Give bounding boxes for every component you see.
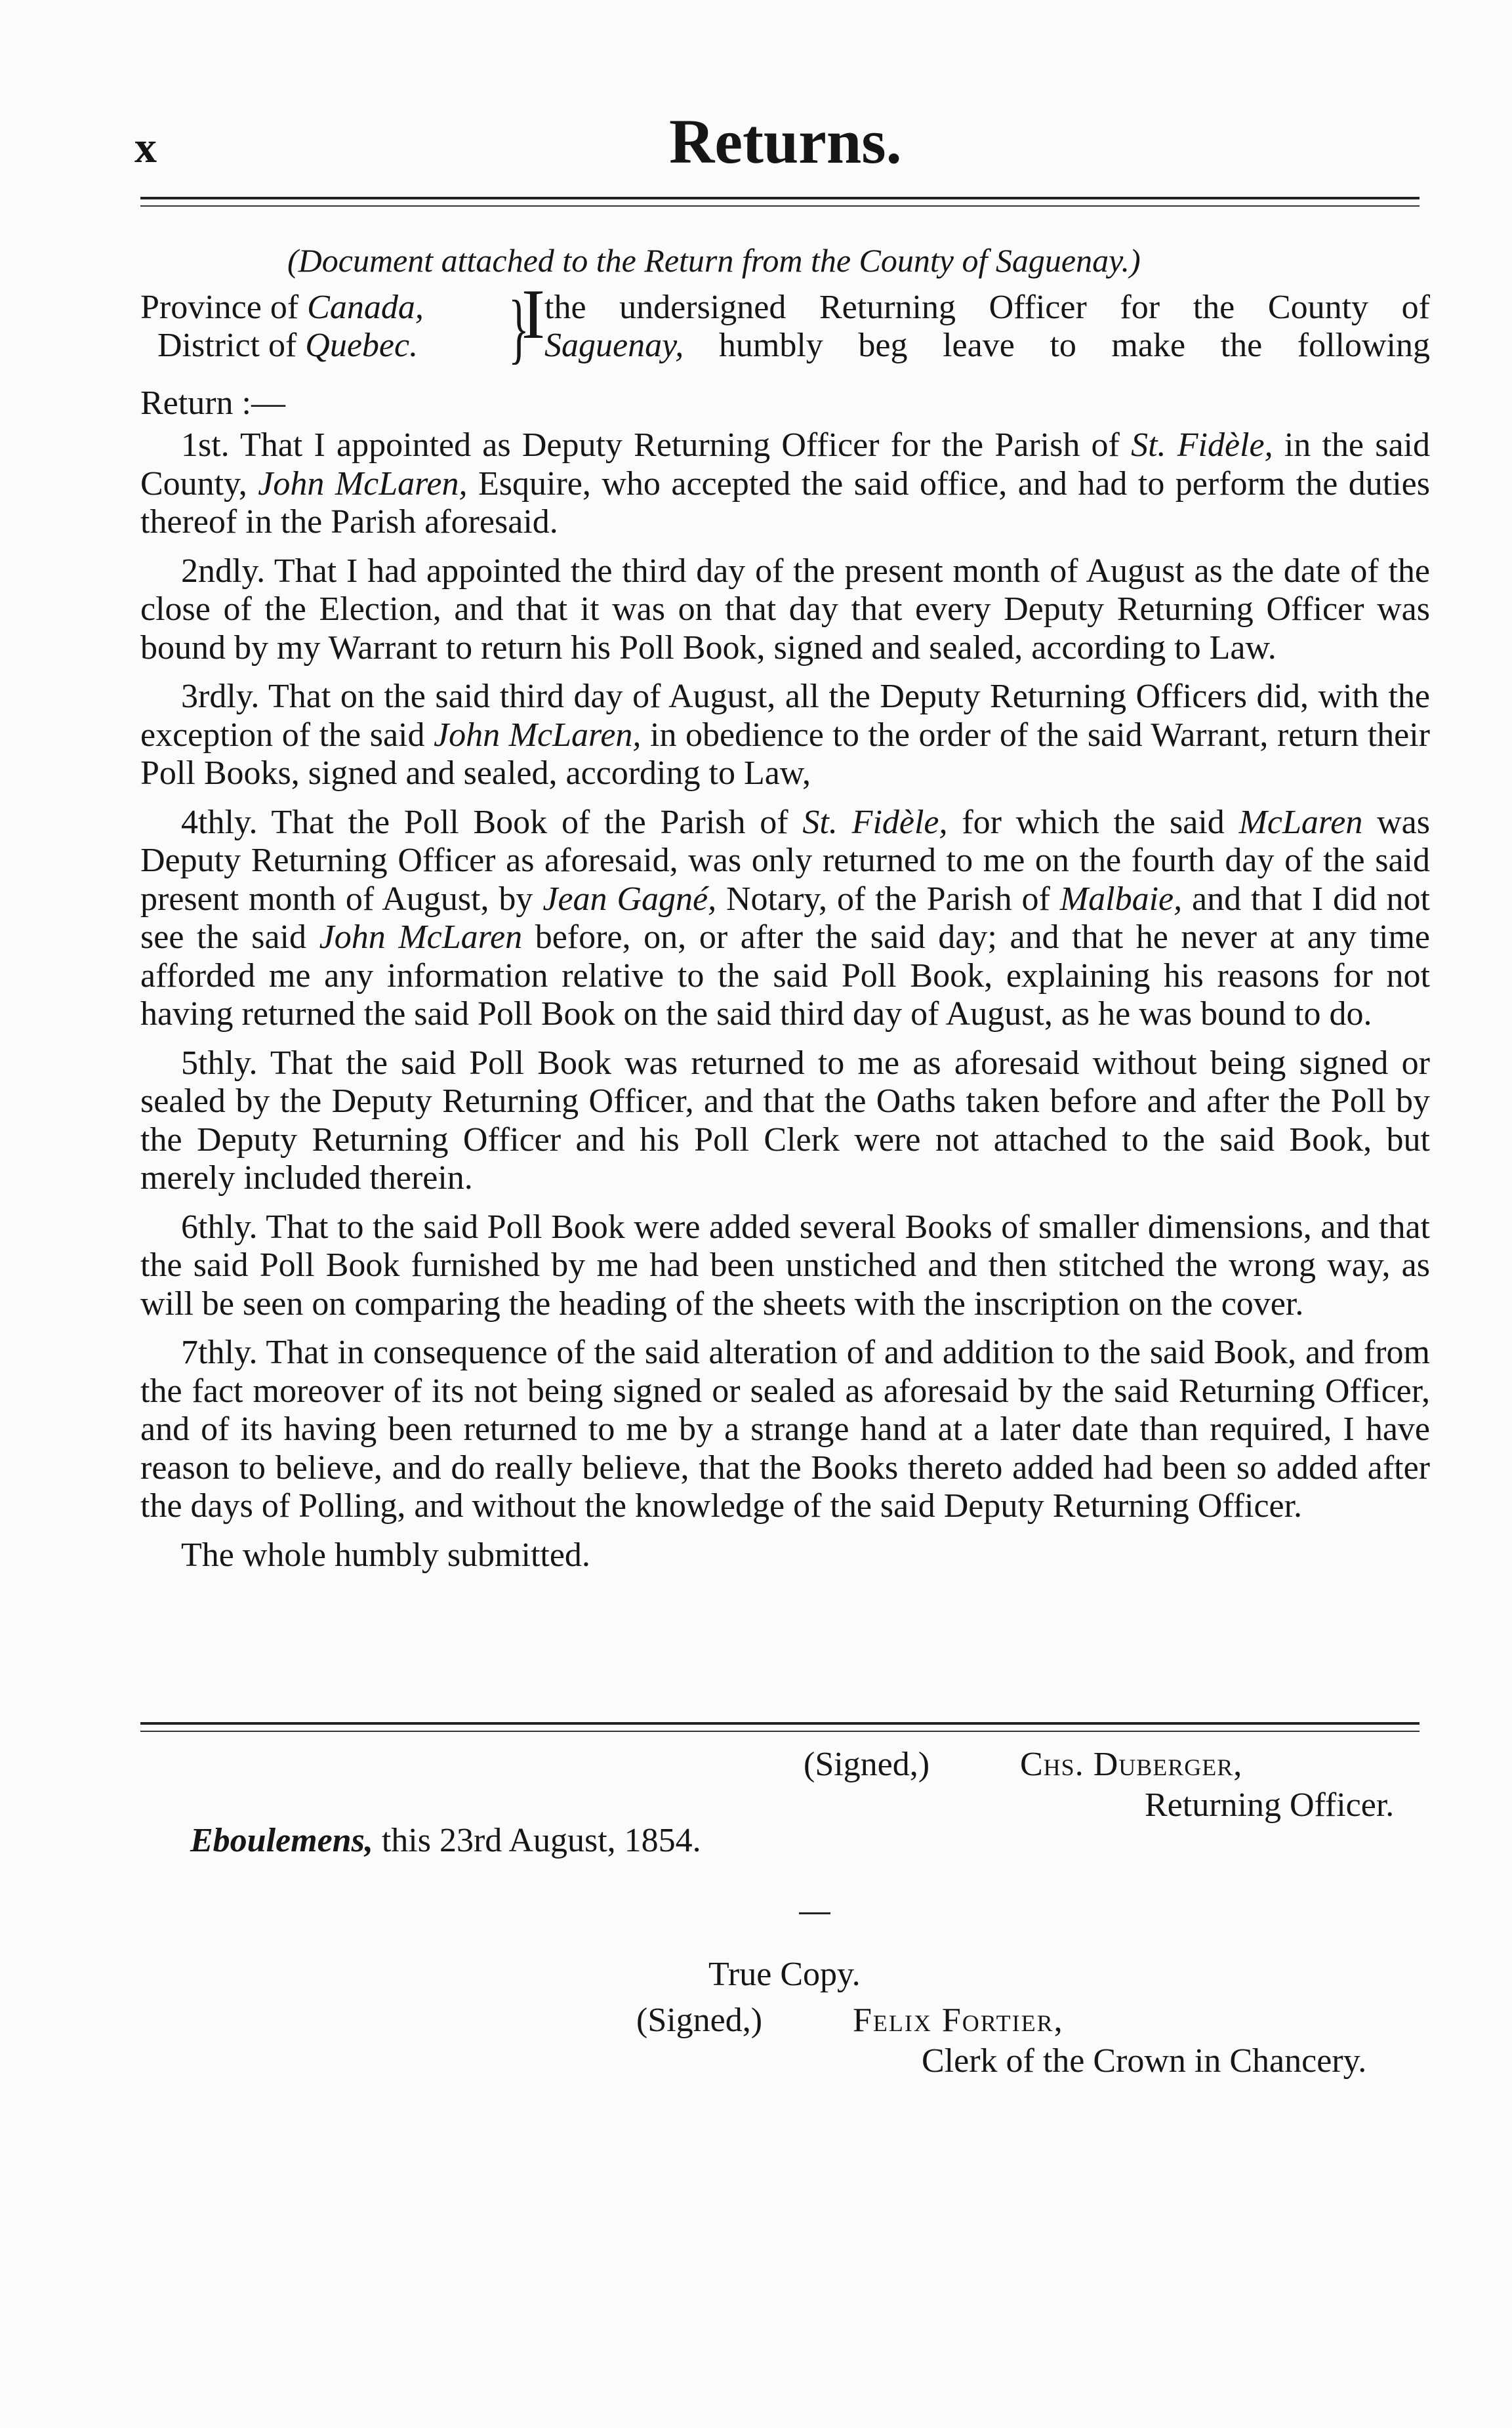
paragraph-1st — [140, 426, 1430, 542]
signed-label-1: (Signed,) — [804, 1746, 930, 1783]
text-run: 1st. That I appointed as Deputy Returning Officer for the Parish of — [181, 426, 1132, 464]
district-value: Quebec. — [305, 327, 419, 364]
italic-run: Jean Gagné, — [542, 880, 717, 918]
text-run: for which the said — [947, 803, 1239, 841]
paragraph-5thly: 5thly. That the said Poll Book was returned to me as aforesaid without being signed or sealed by the Deputy Returning Officer, and that the Oaths taken before and after the Poll by the Deputy Returning Officer and his Poll Clerk were not attached to the said Book, but merely included therein. — [140, 1044, 1430, 1197]
signed-label-2: (Signed,) — [636, 2002, 763, 2039]
italic-run: Malbaie, — [1059, 880, 1183, 918]
province-statement — [544, 289, 1430, 365]
county-name: Saguenay, — [544, 327, 684, 364]
province-block — [140, 289, 424, 365]
text-run: 3rdly. That on the said third day of August, all the Deputy Returning Officers did, with the exception of the said — [140, 678, 1430, 754]
province-value: Canada, — [307, 289, 424, 326]
signatory-role-2: Clerk of the Crown in Chancery. — [922, 2042, 1367, 2080]
province-brace: } — [508, 284, 529, 371]
place-name: Eboulemens, — [190, 1822, 373, 1859]
separator-dash — [799, 1912, 830, 1914]
italic-run: John McLaren, — [258, 464, 468, 503]
drop-initial: I — [521, 276, 545, 354]
text-run: Notary, of the Parish of — [716, 880, 1060, 918]
italic-run: St. Fidèle, — [1131, 426, 1273, 464]
statement-line-2-rest: humbly beg leave to make the following — [684, 327, 1430, 364]
district-label: District of — [157, 327, 306, 364]
text-run: Esquire, who accepted the said office, and had to perform the duties thereof in the Parish aforesaid. — [140, 464, 1430, 541]
text-run: in the said County, — [140, 426, 1430, 503]
statement-line-1: the undersigned Returning Officer for the County of — [544, 289, 1430, 326]
signatory-name-2: Felix Fortier, — [853, 2002, 1064, 2039]
text-run: and that I did not see the said — [140, 880, 1430, 956]
paragraph-2ndly: 2ndly. That I had appointed the third day of the present month of August as the date of the close of the Election, and that it was on that day that every Deputy Returning Officer was bound by my Warrant to return his Poll Book, signed and sealed, according to Law. — [140, 552, 1430, 667]
top-double-rule — [140, 197, 1420, 199]
page-number: x — [134, 122, 157, 172]
page-title: Returns. — [669, 106, 902, 176]
paragraph-6thly: 6thly. That to the said Poll Book were added several Books of smaller dimensions, and that the said Poll Book furnished by me had been unstiched and then stitched the wrong way, as will be seen on comparing the heading of the sheets with the inscription on the cover. — [140, 1208, 1430, 1323]
signatory-name-1: Chs. Duberger, — [1020, 1746, 1243, 1783]
document-body — [140, 426, 1430, 1585]
return-label: Return :— — [140, 384, 285, 422]
statement-line-2 — [544, 327, 1430, 365]
text-run: before, on, or after the said day; and that he never at any time afforded me any information relative to the said Poll Book, explaining his reasons for not having returned the said Poll Book on the said third day of August, as he was bound to do. — [140, 918, 1430, 1033]
italic-run: John McLaren, — [434, 716, 642, 754]
bottom-double-rule — [140, 1722, 1420, 1725]
italic-run: John McLaren — [319, 918, 523, 956]
document-caption: (Document attached to the Return from the County of Saguenay.) — [287, 242, 1141, 279]
italic-run: McLaren — [1238, 803, 1363, 841]
paragraph-7thly: 7thly. That in consequence of the said alteration of and addition to the said Book, and from the fact moreover of its not being signed or sealed as aforesaid by the said Returning Officer, and of its having been returned to me by a strange hand at a later date than required, I have reason to believe, and do really believe, that the Books thereto added had been so added after the days of Polling, and without the knowledge of the said Deputy Returning Officer. — [140, 1334, 1430, 1525]
true-copy-label: True Copy. — [708, 1956, 861, 1993]
submitted-line: The whole humbly submitted. — [181, 1536, 590, 1574]
text-run: was Deputy Returning Officer as aforesaid, was only returned to me on the fourth day of the said present month of August, by — [140, 803, 1430, 918]
date-text: this 23rd August, 1854. — [373, 1822, 701, 1859]
paragraph-3rdly — [140, 678, 1430, 793]
text-run: in obedience to the order of the said Warrant, return their Poll Books, signed and sealed, according to Law, — [140, 716, 1430, 792]
paragraph-4thly — [140, 804, 1430, 1034]
place-date — [190, 1821, 701, 1860]
signatory-role-1: Returning Officer. — [1145, 1786, 1395, 1824]
text-run: 4thly. That the Poll Book of the Parish of — [181, 803, 803, 841]
italic-run: St. Fidèle, — [802, 803, 948, 841]
province-label: Province of — [140, 289, 308, 326]
